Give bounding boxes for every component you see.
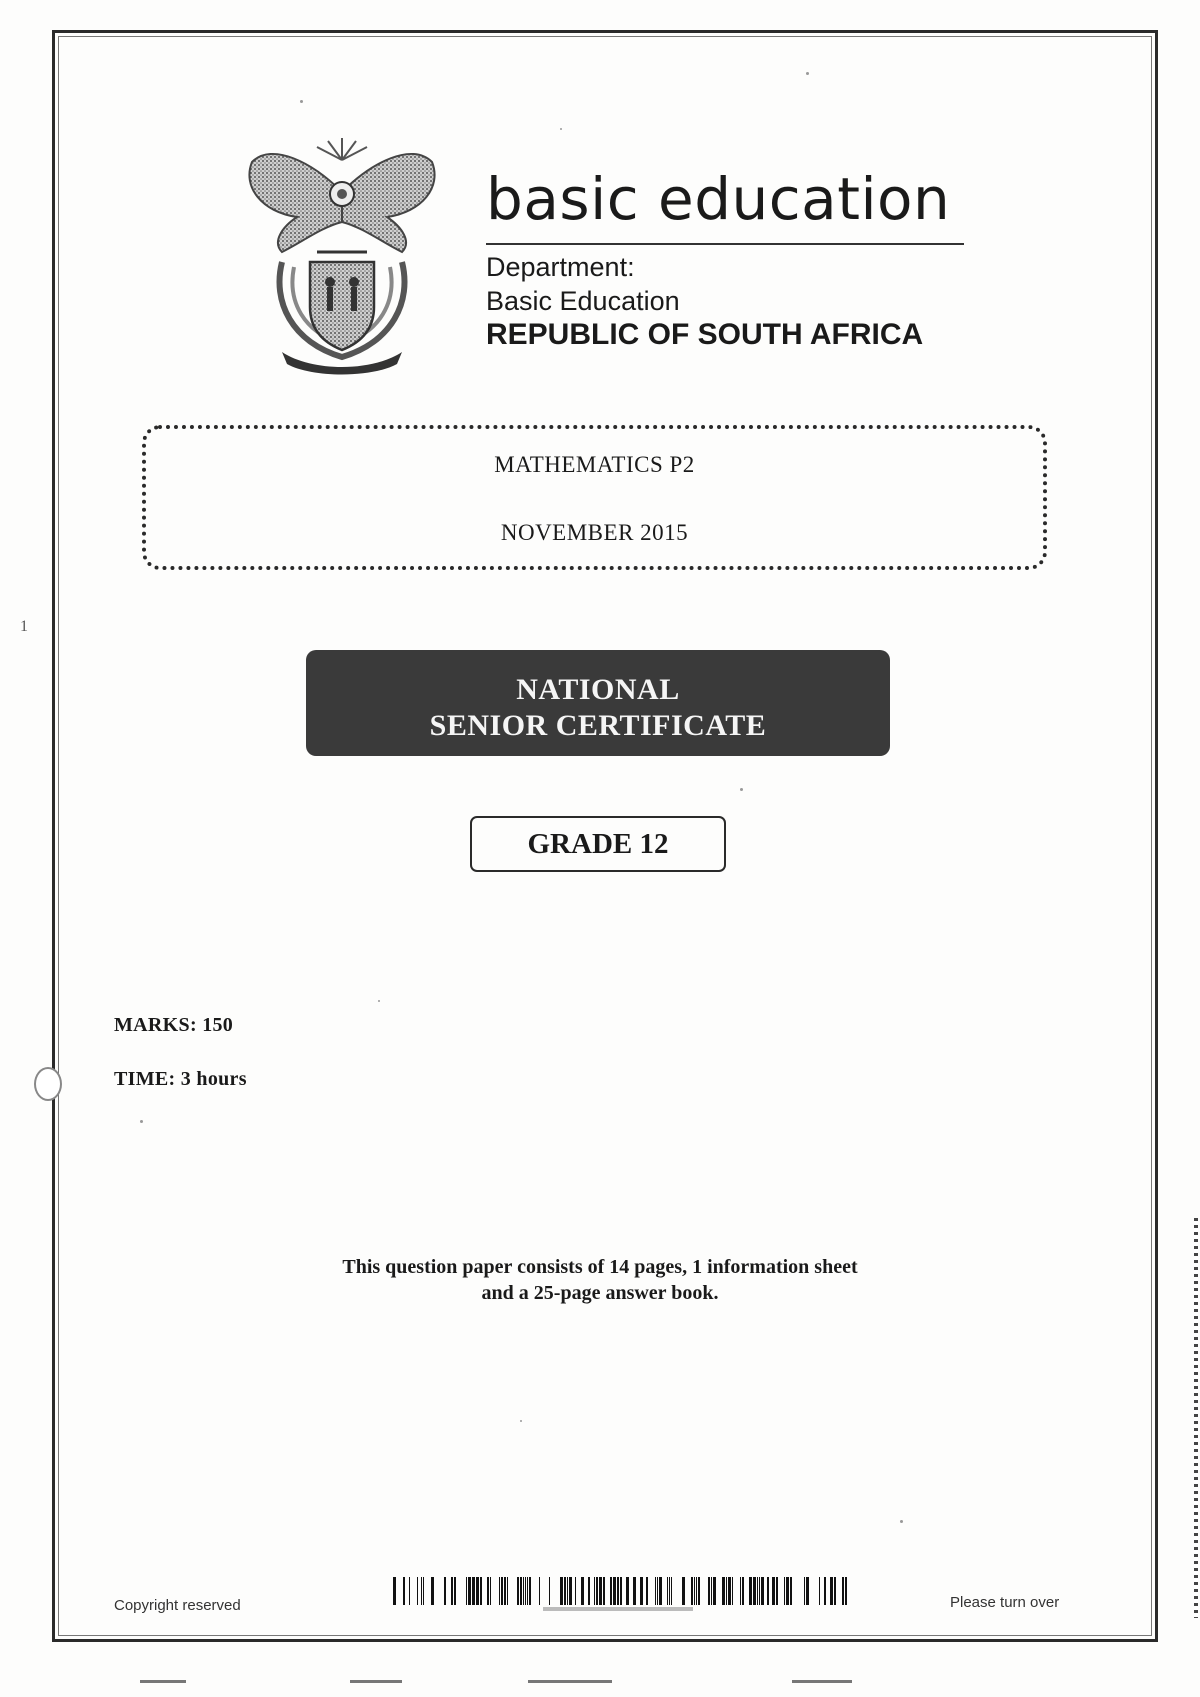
paper-composition-line-2: and a 25-page answer book. [481, 1282, 719, 1304]
brand-title: basic education [486, 165, 951, 233]
margin-mark: 1 [20, 618, 28, 635]
scan-speck [520, 1420, 522, 1422]
brand-divider [486, 243, 964, 245]
scan-speck [140, 1120, 143, 1123]
paper-composition [200, 1254, 1000, 1306]
coat-of-arms-icon [242, 132, 442, 377]
department-label: Department: [486, 252, 635, 282]
certificate-line-1: NATIONAL [516, 673, 680, 706]
country-name: REPUBLIC OF SOUTH AFRICA [486, 318, 924, 351]
scan-speck [378, 1000, 380, 1002]
scan-edge-mark [792, 1680, 852, 1683]
scan-edge-mark [140, 1680, 186, 1683]
paper-composition-line-1: This question paper consists of 14 pages, 1 information sheet [342, 1256, 858, 1278]
scan-speck [300, 100, 303, 103]
paper-subject: MATHEMATICS P2 [494, 452, 695, 477]
scan-edge-mark [350, 1680, 402, 1683]
scan-speck [900, 1520, 903, 1523]
marks-label: MARKS: 150 [114, 1014, 234, 1036]
certificate-banner [306, 650, 890, 756]
barcode-icon [393, 1577, 847, 1613]
grade-label: GRADE 12 [470, 816, 726, 872]
time-label: TIME: 3 hours [114, 1068, 247, 1090]
certificate-line-2: SENIOR CERTIFICATE [429, 709, 767, 742]
turn-over-notice: Please turn over [950, 1594, 1060, 1611]
paper-title-frame [142, 425, 1047, 570]
scan-speck [806, 72, 809, 75]
scan-edge-mark [528, 1680, 612, 1683]
copyright-notice: Copyright reserved [114, 1597, 241, 1614]
punch-hole [34, 1067, 62, 1101]
scan-edge-strip [1194, 1218, 1198, 1618]
department-name: Basic Education [486, 286, 680, 316]
paper-session: NOVEMBER 2015 [500, 520, 689, 545]
scan-speck [560, 128, 562, 130]
scan-speck [740, 788, 743, 791]
